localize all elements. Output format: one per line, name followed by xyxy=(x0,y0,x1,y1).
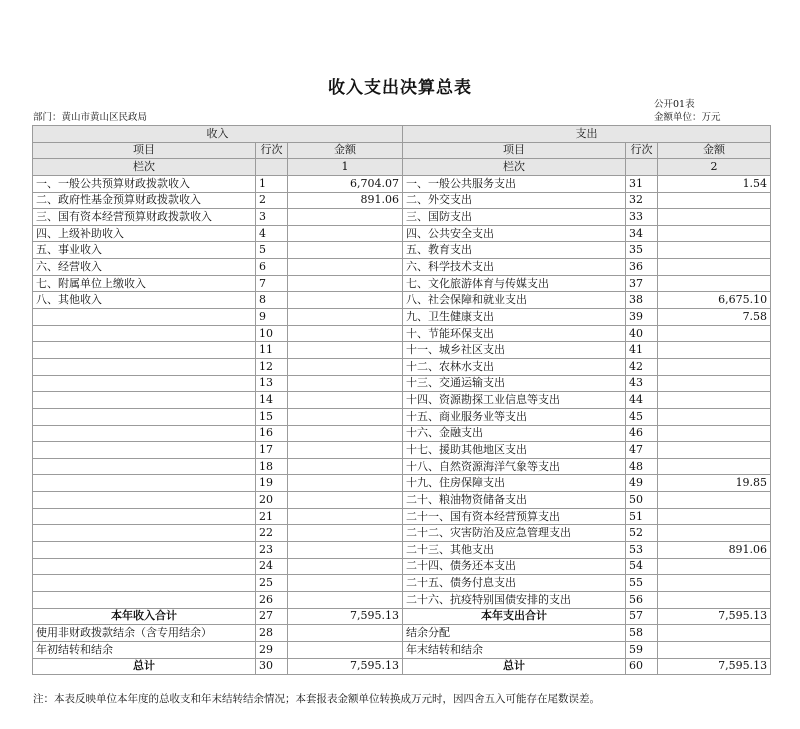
income-amount xyxy=(288,492,403,509)
table-row xyxy=(33,375,771,392)
income-amount xyxy=(288,309,403,326)
table-row xyxy=(33,175,771,192)
expense-item: 十九、住房保障支出 xyxy=(403,475,626,492)
income-item xyxy=(33,342,256,359)
expense-row-no: 47 xyxy=(626,442,658,459)
expense-amount xyxy=(658,591,771,608)
expense-amount xyxy=(658,375,771,392)
expense-amount xyxy=(658,641,771,658)
expense-item: 结余分配 xyxy=(403,625,626,642)
table-row xyxy=(33,492,771,509)
income-row-no: 5 xyxy=(256,242,288,259)
expense-item: 五、教育支出 xyxy=(403,242,626,259)
income-row-no: 13 xyxy=(256,375,288,392)
expense-row-no: 60 xyxy=(626,658,658,675)
income-row-no: 1 xyxy=(256,175,288,192)
income-row-no: 24 xyxy=(256,558,288,575)
table-row xyxy=(33,591,771,608)
expense-item: 十六、金融支出 xyxy=(403,425,626,442)
expense-row-no: 59 xyxy=(626,641,658,658)
income-row-no: 30 xyxy=(256,658,288,675)
expense-item: 本年支出合计 xyxy=(403,608,626,625)
table-row xyxy=(33,225,771,242)
income-item xyxy=(33,542,256,559)
table-row xyxy=(33,342,771,359)
income-amount xyxy=(288,292,403,309)
income-item: 总计 xyxy=(33,658,256,675)
expense-amount xyxy=(658,325,771,342)
income-row-no: 25 xyxy=(256,575,288,592)
income-item: 使用非财政拨款结余（含专用结余） xyxy=(33,625,256,642)
income-amount xyxy=(288,525,403,542)
income-item xyxy=(33,458,256,475)
expense-section-header: 支出 xyxy=(403,126,771,143)
table-row xyxy=(33,575,771,592)
expense-amount xyxy=(658,625,771,642)
expense-item: 十四、资源勘探工业信息等支出 xyxy=(403,392,626,409)
page-title: 收入支出决算总表 xyxy=(328,78,472,98)
expense-item: 二十六、抗疫特别国债安排的支出 xyxy=(403,591,626,608)
expense-item: 十七、援助其他地区支出 xyxy=(403,442,626,459)
table-body xyxy=(33,175,771,674)
expense-amount xyxy=(658,492,771,509)
income-row-no: 12 xyxy=(256,358,288,375)
expense-item: 三、国防支出 xyxy=(403,209,626,226)
income-item xyxy=(33,392,256,409)
income-expense-table xyxy=(32,125,771,675)
expense-row-no: 38 xyxy=(626,292,658,309)
expense-item: 二十二、灾害防治及应急管理支出 xyxy=(403,525,626,542)
expense-amount xyxy=(658,525,771,542)
expense-item: 十二、农林水支出 xyxy=(403,358,626,375)
expense-amount xyxy=(658,209,771,226)
table-row xyxy=(33,558,771,575)
expense-row-no: 45 xyxy=(626,408,658,425)
expense-row-no: 50 xyxy=(626,492,658,509)
income-amount xyxy=(288,209,403,226)
income-item xyxy=(33,475,256,492)
income-item: 本年收入合计 xyxy=(33,608,256,625)
income-item-header: 项目 xyxy=(33,142,256,159)
table-row xyxy=(33,242,771,259)
income-item xyxy=(33,408,256,425)
income-amount xyxy=(288,442,403,459)
income-row-no: 16 xyxy=(256,425,288,442)
income-amount xyxy=(288,408,403,425)
income-row-no: 6 xyxy=(256,259,288,276)
expense-row-no: 49 xyxy=(626,475,658,492)
income-item: 一、一般公共预算财政拨款收入 xyxy=(33,175,256,192)
table-row xyxy=(33,425,771,442)
expense-row-no: 53 xyxy=(626,542,658,559)
expense-item: 二十五、债务付息支出 xyxy=(403,575,626,592)
table-row xyxy=(33,625,771,642)
table-row xyxy=(33,358,771,375)
expense-row-no: 33 xyxy=(626,209,658,226)
income-row-no: 9 xyxy=(256,309,288,326)
income-amount xyxy=(288,342,403,359)
income-row-no: 18 xyxy=(256,458,288,475)
expense-item: 十三、交通运输支出 xyxy=(403,375,626,392)
expense-amount xyxy=(658,275,771,292)
expense-amount xyxy=(658,575,771,592)
expense-row-no: 42 xyxy=(626,358,658,375)
expense-amount: 7,595.13 xyxy=(658,658,771,675)
table-row xyxy=(33,309,771,326)
expense-amount xyxy=(658,358,771,375)
income-item xyxy=(33,309,256,326)
income-row-no: 8 xyxy=(256,292,288,309)
income-amount xyxy=(288,542,403,559)
income-row-no-header: 行次 xyxy=(256,142,288,159)
income-amount: 6,704.07 xyxy=(288,175,403,192)
expense-column-no: 2 xyxy=(658,159,771,176)
expense-item: 一、一般公共服务支出 xyxy=(403,175,626,192)
table-row xyxy=(33,508,771,525)
expense-row-no: 48 xyxy=(626,458,658,475)
expense-amount: 6,675.10 xyxy=(658,292,771,309)
expense-row-no: 39 xyxy=(626,309,658,326)
income-item xyxy=(33,358,256,375)
income-amount: 7,595.13 xyxy=(288,658,403,675)
expense-row-no: 37 xyxy=(626,275,658,292)
income-row-no: 4 xyxy=(256,225,288,242)
expense-amount: 19.85 xyxy=(658,475,771,492)
income-amount xyxy=(288,275,403,292)
income-row-no: 20 xyxy=(256,492,288,509)
expense-row-no: 55 xyxy=(626,575,658,592)
income-amount-header: 金额 xyxy=(288,142,403,159)
income-row-no: 19 xyxy=(256,475,288,492)
expense-item: 九、卫生健康支出 xyxy=(403,309,626,326)
expense-row-no: 31 xyxy=(626,175,658,192)
expense-amount xyxy=(658,192,771,209)
expense-column-no-label: 栏次 xyxy=(403,159,626,176)
table-row xyxy=(33,658,771,675)
income-row-no: 3 xyxy=(256,209,288,226)
income-amount xyxy=(288,242,403,259)
table-row xyxy=(33,442,771,459)
expense-amount xyxy=(658,442,771,459)
income-item xyxy=(33,558,256,575)
income-amount xyxy=(288,508,403,525)
income-row-no: 15 xyxy=(256,408,288,425)
income-item: 七、附属单位上缴收入 xyxy=(33,275,256,292)
income-row-no: 2 xyxy=(256,192,288,209)
expense-amount: 7,595.13 xyxy=(658,608,771,625)
table-row xyxy=(33,392,771,409)
expense-amount xyxy=(658,558,771,575)
expense-row-no: 58 xyxy=(626,625,658,642)
table-row xyxy=(33,542,771,559)
table-row xyxy=(33,209,771,226)
income-row-no: 10 xyxy=(256,325,288,342)
expense-amount xyxy=(658,342,771,359)
expense-item: 总计 xyxy=(403,658,626,675)
table-row xyxy=(33,275,771,292)
expense-amount xyxy=(658,259,771,276)
expense-item: 十一、城乡社区支出 xyxy=(403,342,626,359)
expense-item: 六、科学技术支出 xyxy=(403,259,626,276)
expense-row-no: 44 xyxy=(626,392,658,409)
expense-item-header: 项目 xyxy=(403,142,626,159)
expense-item: 二、外交支出 xyxy=(403,192,626,209)
expense-row-no-header: 行次 xyxy=(626,142,658,159)
expense-amount: 7.58 xyxy=(658,309,771,326)
income-amount xyxy=(288,358,403,375)
expense-row-no: 52 xyxy=(626,525,658,542)
expense-column-no-blank xyxy=(626,159,658,176)
income-amount xyxy=(288,558,403,575)
table-row xyxy=(33,292,771,309)
expense-row-no: 32 xyxy=(626,192,658,209)
income-item xyxy=(33,442,256,459)
expense-row-no: 36 xyxy=(626,259,658,276)
income-item: 四、上级补助收入 xyxy=(33,225,256,242)
table-row xyxy=(33,408,771,425)
expense-item: 二十四、债务还本支出 xyxy=(403,558,626,575)
income-amount xyxy=(288,225,403,242)
income-amount: 891.06 xyxy=(288,192,403,209)
income-row-no: 21 xyxy=(256,508,288,525)
income-column-no-label: 栏次 xyxy=(33,159,256,176)
income-item xyxy=(33,591,256,608)
income-amount xyxy=(288,625,403,642)
income-row-no: 23 xyxy=(256,542,288,559)
income-row-no: 29 xyxy=(256,641,288,658)
expense-amount xyxy=(658,225,771,242)
table-row xyxy=(33,475,771,492)
income-amount xyxy=(288,641,403,658)
income-amount xyxy=(288,575,403,592)
income-amount xyxy=(288,392,403,409)
income-amount: 7,595.13 xyxy=(288,608,403,625)
expense-item: 二十一、国有资本经营预算支出 xyxy=(403,508,626,525)
income-item: 三、国有资本经营预算财政拨款收入 xyxy=(33,209,256,226)
table-row xyxy=(33,641,771,658)
income-amount xyxy=(288,425,403,442)
income-item xyxy=(33,575,256,592)
income-item xyxy=(33,525,256,542)
income-item xyxy=(33,375,256,392)
table-row xyxy=(33,325,771,342)
expense-amount xyxy=(658,425,771,442)
income-row-no: 7 xyxy=(256,275,288,292)
expense-row-no: 51 xyxy=(626,508,658,525)
expense-item: 十、节能环保支出 xyxy=(403,325,626,342)
income-row-no: 17 xyxy=(256,442,288,459)
table-row xyxy=(33,458,771,475)
income-row-no: 11 xyxy=(256,342,288,359)
department-label: 部门：黄山市黄山区民政局 xyxy=(33,112,148,123)
expense-item: 二十三、其他支出 xyxy=(403,542,626,559)
expense-item: 八、社会保障和就业支出 xyxy=(403,292,626,309)
income-item: 八、其他收入 xyxy=(33,292,256,309)
expense-row-no: 43 xyxy=(626,375,658,392)
income-item: 年初结转和结余 xyxy=(33,641,256,658)
expense-amount xyxy=(658,242,771,259)
income-item xyxy=(33,508,256,525)
expense-amount-header: 金额 xyxy=(658,142,771,159)
table-row xyxy=(33,259,771,276)
expense-row-no: 40 xyxy=(626,325,658,342)
expense-item: 七、文化旅游体育与传媒支出 xyxy=(403,275,626,292)
income-row-no: 14 xyxy=(256,392,288,409)
expense-row-no: 56 xyxy=(626,591,658,608)
expense-amount xyxy=(658,508,771,525)
income-amount xyxy=(288,325,403,342)
income-amount xyxy=(288,375,403,392)
unit-label: 金额单位：万元 xyxy=(654,112,721,123)
income-amount xyxy=(288,259,403,276)
expense-row-no: 35 xyxy=(626,242,658,259)
income-row-no: 26 xyxy=(256,591,288,608)
expense-item: 二十、粮油物资储备支出 xyxy=(403,492,626,509)
expense-item: 四、公共安全支出 xyxy=(403,225,626,242)
income-item: 五、事业收入 xyxy=(33,242,256,259)
expense-amount xyxy=(658,408,771,425)
expense-row-no: 34 xyxy=(626,225,658,242)
income-item: 二、政府性基金预算财政拨款收入 xyxy=(33,192,256,209)
expense-item: 年末结转和结余 xyxy=(403,641,626,658)
income-row-no: 28 xyxy=(256,625,288,642)
expense-amount xyxy=(658,458,771,475)
expense-row-no: 46 xyxy=(626,425,658,442)
income-amount xyxy=(288,591,403,608)
table-row xyxy=(33,608,771,625)
income-column-no: 1 xyxy=(288,159,403,176)
income-amount xyxy=(288,475,403,492)
income-row-no: 22 xyxy=(256,525,288,542)
expense-amount xyxy=(658,392,771,409)
income-item xyxy=(33,492,256,509)
income-column-no-blank xyxy=(256,159,288,176)
income-item xyxy=(33,425,256,442)
expense-row-no: 41 xyxy=(626,342,658,359)
expense-item: 十五、商业服务业等支出 xyxy=(403,408,626,425)
table-row xyxy=(33,192,771,209)
table-row xyxy=(33,525,771,542)
income-item: 六、经营收入 xyxy=(33,259,256,276)
expense-row-no: 54 xyxy=(626,558,658,575)
expense-item: 十八、自然资源海洋气象等支出 xyxy=(403,458,626,475)
income-row-no: 27 xyxy=(256,608,288,625)
income-section-header: 收入 xyxy=(33,126,403,143)
income-item xyxy=(33,325,256,342)
expense-amount: 891.06 xyxy=(658,542,771,559)
expense-row-no: 57 xyxy=(626,608,658,625)
expense-amount: 1.54 xyxy=(658,175,771,192)
footnote: 注：本表反映单位本年度的总收支和年末结转结余情况；本套报表金额单位转换成万元时，因四舍五入可能存在尾数误差。 xyxy=(33,693,600,705)
income-amount xyxy=(288,458,403,475)
form-code: 公开01表 xyxy=(654,99,695,110)
